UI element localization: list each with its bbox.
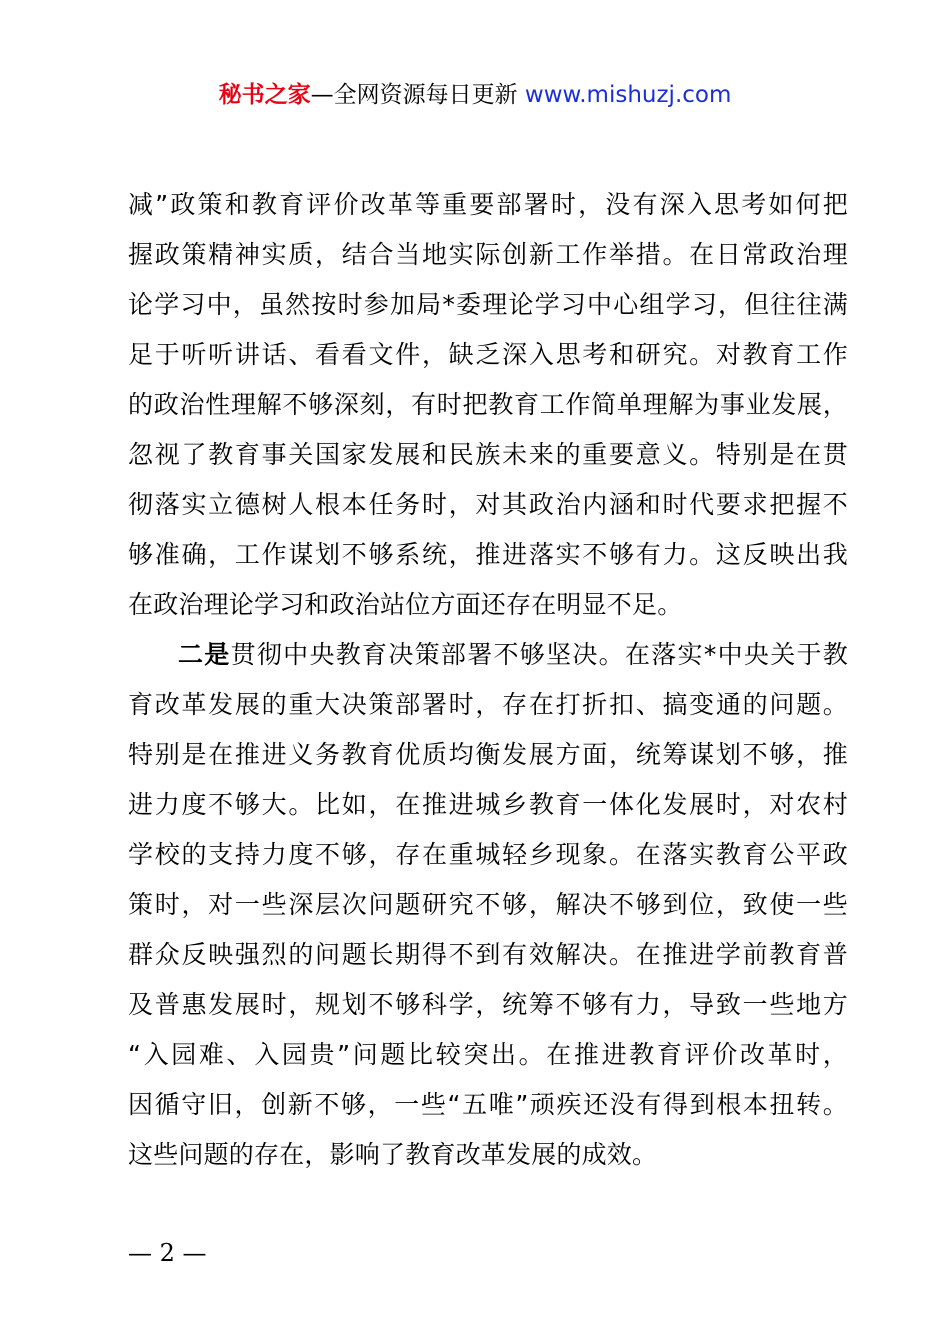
text-line xyxy=(128,630,848,680)
text-line: 握政策精神实质，结合当地实际创新工作举措。在日常政治理 xyxy=(128,240,848,269)
paragraph-2 xyxy=(128,630,848,1180)
text-line: 及普惠发展时，规划不够科学，统筹不够有力，导致一些地方 xyxy=(128,990,848,1019)
text-line: 在政治理论学习和政治站位方面还存在明显不足。 xyxy=(128,590,683,619)
paragraph-1 xyxy=(128,180,848,630)
text-line: 进力度不够大。比如，在推进城乡教育一体化发展时，对农村 xyxy=(128,790,848,819)
text-line: 育改革发展的重大决策部署时，存在打折扣、搞变通的问题。 xyxy=(128,690,848,719)
text-line: 因循守旧，创新不够，一些“五唯”顽疾还没有得到根本扭转。 xyxy=(128,1090,848,1119)
text-line: 减”政策和教育评价改革等重要部署时，没有深入思考如何把 xyxy=(128,190,848,219)
text-line: 足于听听讲话、看看文件，缺乏深入思考和研究。对教育工作 xyxy=(128,340,848,369)
text-line: 的政治性理解不够深刻，有时把教育工作简单理解为事业发展， xyxy=(128,390,848,419)
site-header xyxy=(0,78,950,112)
document-body xyxy=(128,180,848,1180)
paragraph-lead: 二是 xyxy=(178,640,231,669)
text-line: 彻落实立德树人根本任务时，对其政治内涵和时代要求把握不 xyxy=(128,490,848,519)
header-tagline: —全网资源每日更新 xyxy=(310,82,525,108)
text-line: 特别是在推进义务教育优质均衡发展方面，统筹谋划不够，推 xyxy=(128,740,848,769)
text-line-rest: 贯彻中央教育决策部署不够坚决。在落实*中央关于教 xyxy=(230,640,848,669)
page-number: — 2 — xyxy=(128,1239,207,1267)
text-line: 策时，对一些深层次问题研究不够，解决不够到位，致使一些 xyxy=(128,890,848,919)
text-line: 这些问题的存在，影响了教育改革发展的成效。 xyxy=(128,1140,658,1169)
text-line: 群众反映强烈的问题长期得不到有效解决。在推进学前教育普 xyxy=(128,940,848,969)
text-line: 忽视了教育事关国家发展和民族未来的重要意义。特别是在贯 xyxy=(128,440,848,469)
site-url-link[interactable]: www.mishuzj.com xyxy=(524,82,732,108)
text-line: 够准确，工作谋划不够系统，推进落实不够有力。这反映出我 xyxy=(128,540,848,569)
text-line: 学校的支持力度不够，存在重城轻乡现象。在落实教育公平政 xyxy=(128,840,848,869)
text-line: 论学习中，虽然按时参加局*委理论学习中心组学习，但往往满 xyxy=(128,290,848,319)
brand-name: 秘书之家 xyxy=(218,82,311,108)
text-line: “入园难、入园贵”问题比较突出。在推进教育评价改革时， xyxy=(128,1040,848,1069)
